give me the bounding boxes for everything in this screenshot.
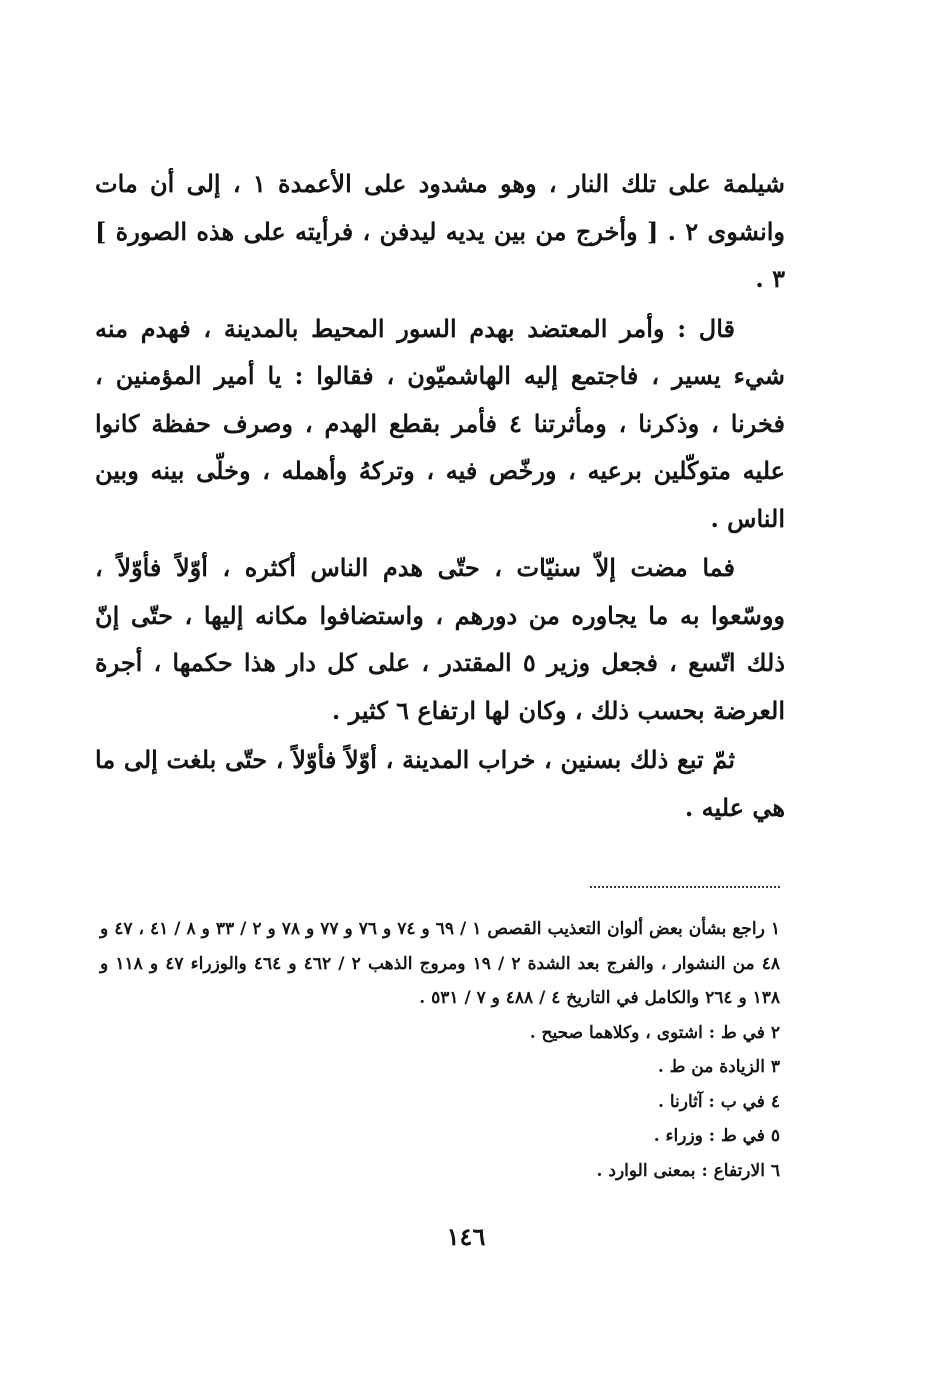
footnote-4: ٤ في ب : آثارنا . bbox=[658, 1091, 780, 1112]
page-number: ١٤٦ bbox=[446, 1222, 486, 1251]
footnote-2: ٢ في ط : اشتوى ، وكلاهما صحيح . bbox=[529, 1022, 780, 1043]
footnotes bbox=[100, 912, 780, 1188]
paragraph-4: ثمّ تبع ذلك بسنين ، خراب المدينة ، أوّلاً فأوّلاً ، حتّى بلغت إلى ما هي عليه . bbox=[95, 745, 785, 822]
paragraph-1: شيلمة على تلك النار ، وهو مشدود على الأعمدة ١ ، إلى أن مات وانشوى ٢ . [ وأخرج من بين يديه ليدفن ، فرأيته على هذه الصورة ] ٣ . bbox=[95, 169, 786, 293]
main-text bbox=[95, 160, 785, 833]
paragraph-2: قال : وأمر المعتضد بهدم السور المحيط بالمدينة ، فهدم منه شيء يسير ، فاجتمع إليه الهاشميّون ، فقالوا : يا أمير المؤمنين ، فخرنا ، وذكرنا ، ومأثرتنا ٤ فأمر بقطع الهدم ، وصرف حفظة كانوا عليه متوكّلين برعيه ، ورخّص فيه ، وتركهُ وأهمله ، وخلّى بينه وبين الناس . bbox=[95, 313, 785, 533]
footnote-3: ٣ الزيادة من ط . bbox=[657, 1057, 780, 1077]
footnote-separator bbox=[590, 886, 780, 888]
paragraph-3: فما مضت إلاّ سنيّات ، حتّى هدم الناس أكثره ، أوّلاً فأوّلاً ، ووسّعوا به ما يجاوره من دورهم ، واستضافوا مكانه إليها ، حتّى إنّ ذلك اتّسع ، فجعل وزير ٥ المقتدر ، على كل دار هذا حكمها ، أجرة العرضة بحسب ذلك ، وكان لها ارتفاع ٦ كثير . bbox=[95, 553, 785, 725]
footnote-5: ٥ في ط : وزراء . bbox=[653, 1126, 780, 1146]
footnote-6: ٦ الارتفاع : بمعنى الوارد . bbox=[596, 1160, 780, 1181]
footnote-1: ١ راجع بشأن بعض ألوان التعذيب القصص ١ / ٦٩ و ٧٤ و ٧٦ و ٧٧ و ٧٨ و ٢ / ٣٣ و ٨ / ٤١ ، ٤٧ و ٤٨ من النشوار ، والفرج بعد الشدة ٢ / ١٩ ومروج الذهب ٢ / ٤٦٢ و ٤٦٤ والوزراء ٤٧ و ١١٨ و ١٣٨ و ٢٦٤ والكامل في التاريخ ٤ / ٤٨٨ و ٧ / ٥٣١ . bbox=[100, 919, 781, 1008]
